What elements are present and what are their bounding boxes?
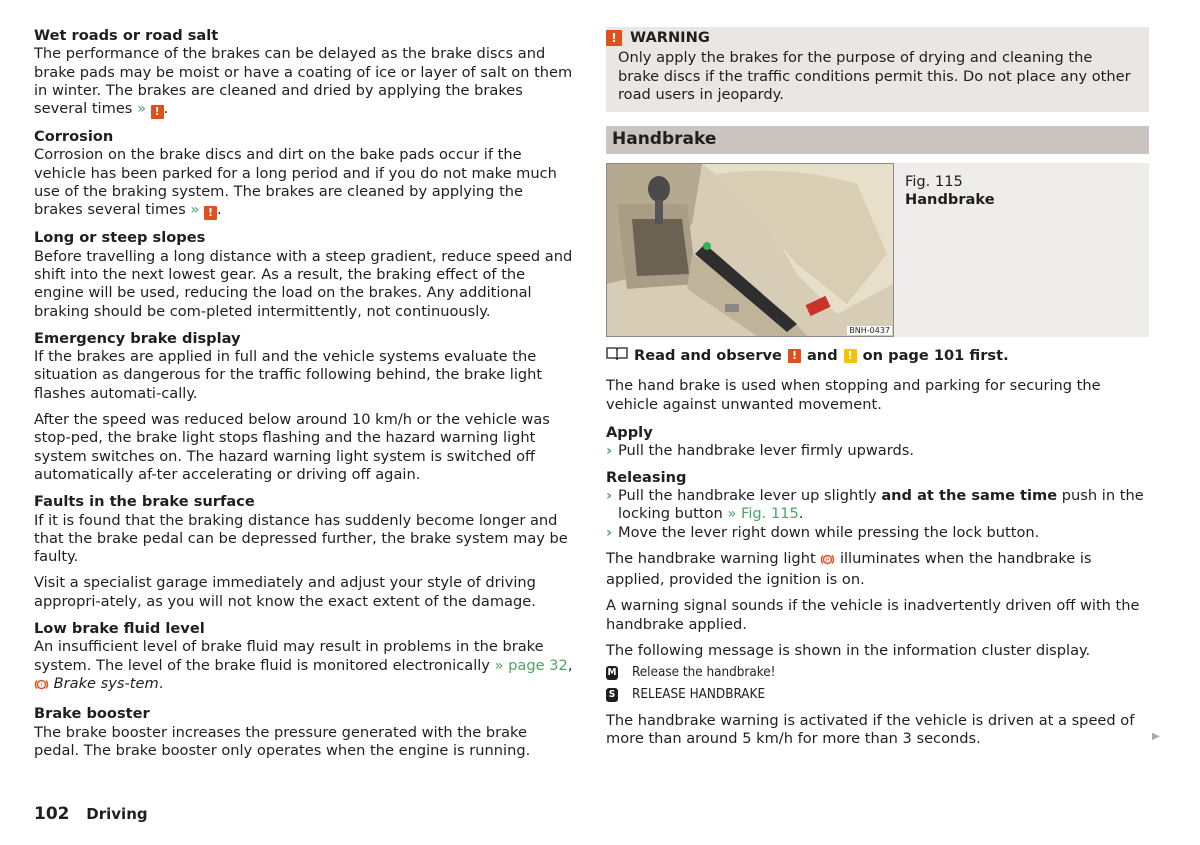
section-text-2: After the speed was reduced below around 10 km/h or the vehicle was stop-ped, the brake light stops flashing and the hazard warning light system switches on. The hazard warning light system is switched off automatically af-ter accelerating or driving off again. bbox=[34, 411, 550, 483]
apply-heading: Apply bbox=[606, 424, 653, 442]
brake-warning-icon bbox=[820, 553, 835, 571]
section-text: The performance of the brakes can be delayed as the brake discs and brake pads may be moist or have a coating of ice or layer of salt on them in winter. The brakes are cleaned and dried by applying the brakes several times bbox=[34, 45, 573, 118]
display-type-badge: S bbox=[606, 688, 618, 702]
step-arrow-icon: › bbox=[606, 523, 613, 541]
warning-box bbox=[606, 27, 1149, 112]
section-text: Before travelling a long distance with a steep gradient, reduce speed and shift into the next lowest gear. As a result, the braking effect of the engine will be used, reducing the load on the brakes. Any additional braking should be com-pleted intermittently, not continuously. bbox=[34, 247, 573, 320]
apply-block bbox=[606, 424, 1149, 461]
warning-header bbox=[606, 29, 1137, 47]
release-step-text: Move the lever right down while pressing the lock button. bbox=[618, 523, 1040, 541]
section-text: If the brakes are applied in full and the vehicle systems evaluate the situation as dangerous for the traffic following behind, the brake light flashes automati-cally. bbox=[34, 348, 543, 402]
left-column bbox=[34, 27, 574, 769]
warning-light-text bbox=[606, 550, 1149, 590]
brake-system-ref: Brake sys-tem bbox=[53, 674, 159, 692]
page-footer bbox=[34, 804, 148, 824]
step-arrow-icon: › bbox=[606, 442, 613, 460]
release-heading: Releasing bbox=[606, 468, 687, 486]
page-number: 102 bbox=[34, 804, 70, 824]
handbrake-final-text: The handbrake warning is activated if the vehicle is driven at a speed of more than around 5 km/h for more than 3 seconds. bbox=[606, 711, 1135, 748]
section-wet-roads: Wet roads or road salt The performance of the brakes can be delayed as the brake discs and brake pads may be moist or have a coating of ice or layer of salt on them in winter. The brakes are cleaned and dried by applying the brakes several times » ! . bbox=[34, 27, 573, 119]
release-step-emphasis: and at the same time bbox=[881, 486, 1058, 504]
caution-icon: ! bbox=[844, 349, 857, 363]
section-text-2: Visit a specialist garage immediately and adjust your style of driving appropri-ately, as you will not know the exact extent of the damage. bbox=[34, 574, 536, 610]
read-and: and bbox=[806, 346, 838, 364]
read-suffix: on page 101 first. bbox=[862, 346, 1009, 364]
display-message-text: RELEASE HANDBRAKE bbox=[632, 686, 766, 702]
figure-link[interactable]: » Fig. 115 bbox=[727, 505, 799, 523]
warning-link[interactable]: » bbox=[137, 100, 146, 118]
continue-arrow-icon: ▶ bbox=[1152, 731, 1160, 742]
chapter-name: Driving bbox=[86, 805, 148, 823]
section-heading: Faults in the brake surface bbox=[34, 493, 255, 511]
brake-warning-icon bbox=[34, 678, 49, 696]
release-step-1: › Pull the handbrake lever up slightly and at the same time push in the locking button » Fig. 115. bbox=[606, 486, 1144, 523]
section-slopes bbox=[34, 229, 574, 320]
release-step-2 bbox=[606, 524, 1149, 542]
display-message-text: Release the handbrake! bbox=[632, 665, 776, 681]
warning-icon: ! bbox=[204, 206, 217, 220]
section-corrosion: Corrosion Corrosion on the brake discs and dirt on the bake pads occur if the vehicle has been parked for a long period and if you do not make much use of the braking system. The brakes are cleaned by applying the brakes several times » ! . bbox=[34, 128, 574, 220]
section-heading: Long or steep slopes bbox=[34, 229, 206, 247]
apply-step-text: Pull the handbrake lever firmly upwards. bbox=[618, 442, 915, 460]
display-type-badge: M bbox=[607, 667, 617, 679]
step-arrow-icon: › bbox=[606, 486, 613, 504]
section-brake-fluid: Low brake fluid level An insufficient level of brake fluid may result in problems in the brake system. The level of the brake fluid is monitored electronically » page 32, ! Brake sys-tem. bbox=[34, 620, 574, 696]
release-block bbox=[606, 469, 1149, 542]
section-heading: Low brake fluid level bbox=[34, 620, 205, 638]
warning-text: Only apply the brakes for the purpose of drying and cleaning the brake discs if the traffic conditions permit this. Do not place any other road users in jeopardy. bbox=[618, 49, 1131, 103]
display-message-m bbox=[606, 664, 1149, 682]
warning-icon: ! bbox=[151, 105, 164, 119]
warning-icon: ! bbox=[788, 349, 801, 363]
book-icon bbox=[606, 346, 628, 365]
section-heading: Emergency brake display bbox=[34, 329, 241, 347]
figure-title: Handbrake bbox=[905, 191, 995, 209]
figure-code: BNH-0437 bbox=[849, 326, 890, 336]
svg-text:!: ! bbox=[40, 681, 43, 689]
release-step-text: Pull the handbrake lever up slightly bbox=[618, 486, 877, 504]
right-column bbox=[606, 27, 1149, 757]
section-emergency-brake bbox=[34, 330, 574, 484]
section-text: An insufficient level of brake fluid may result in problems in the brake system. The level of the brake fluid is monitored electronically bbox=[34, 638, 544, 674]
figure-caption bbox=[894, 163, 995, 337]
light-text-a: The handbrake warning light bbox=[606, 549, 816, 567]
section-heading: Brake booster bbox=[34, 705, 150, 723]
read-and-observe bbox=[606, 346, 1149, 365]
section-text: If it is found that the braking distance has suddenly become longer and that the brake pedal can be depressed further, the brake system may be faulty. bbox=[34, 511, 568, 566]
figure-label: Fig. 115 bbox=[905, 173, 963, 191]
figure-row bbox=[606, 163, 1149, 337]
read-prefix: Read and observe bbox=[634, 346, 782, 364]
warning-signal-text: A warning signal sounds if the vehicle is inadvertently driven off with the handbrake applied. bbox=[606, 597, 1140, 633]
release-step-text: push in the locking button bbox=[618, 486, 1144, 523]
svg-text:P: P bbox=[826, 556, 830, 564]
display-message-s bbox=[606, 686, 1149, 704]
warning-title: WARNING bbox=[630, 29, 710, 46]
section-heading: Wet roads or road salt bbox=[34, 27, 219, 44]
page-link[interactable]: » page 32 bbox=[494, 656, 568, 674]
handbrake-intro: The hand brake is used when stopping and parking for securing the vehicle against unwanted movement. bbox=[606, 377, 1101, 413]
section-brake-booster bbox=[34, 705, 574, 760]
section-text: Corrosion on the brake discs and dirt on the bake pads occur if the vehicle has been parked for a long period and if you do not make much use of the braking system. The brakes are cleaned by applying the brakes several times bbox=[34, 146, 557, 219]
section-text: The brake booster increases the pressure generated with the brake pedal. The brake booster only operates when the engine is running. bbox=[34, 723, 531, 759]
handbrake-figure bbox=[606, 163, 894, 337]
light-text-b: illuminates when the handbrake is applied, provided the ignition is on. bbox=[606, 549, 1092, 589]
warning-icon: ! bbox=[606, 30, 622, 46]
section-faults bbox=[34, 493, 574, 611]
apply-step bbox=[606, 442, 1149, 460]
warning-link[interactable]: » bbox=[190, 201, 200, 219]
message-intro: The following message is shown in the information cluster display. bbox=[606, 642, 1091, 660]
section-title-handbrake: Handbrake bbox=[606, 126, 1149, 154]
section-heading: Corrosion bbox=[34, 128, 114, 146]
